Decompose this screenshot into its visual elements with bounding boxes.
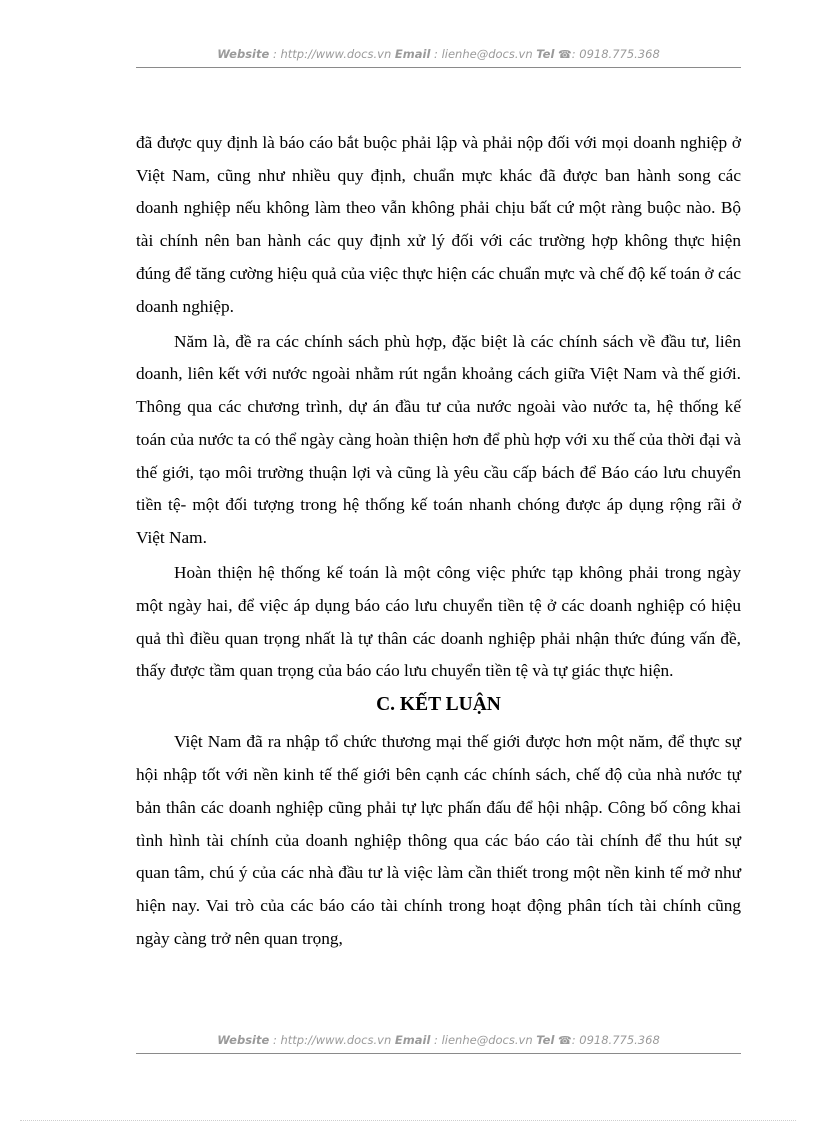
website-separator: : xyxy=(269,1033,281,1047)
page-footer xyxy=(136,1031,741,1054)
telephone-icon: ☎ xyxy=(558,48,572,61)
page-header xyxy=(136,45,741,68)
email-separator: : xyxy=(430,1033,442,1047)
paragraph: Hoàn thiện hệ thống kế toán là một công việc phức tạp không phải trong ngày một ngày hai, để việc áp dụng báo cáo lưu chuyển tiền tệ ở các doanh nghiệp có hiệu quả thì điều quan trọng nhất là tự thân các doanh nghiệp phải nhận thức đúng vấn đề, thấy được tầm quan trọng của báo cáo lưu chuyển tiền tệ và tự giác thực hiện. xyxy=(136,563,741,681)
website-separator: : xyxy=(269,47,281,61)
website-url[interactable]: http://www.docs.vn xyxy=(280,47,392,61)
email-separator: : xyxy=(430,47,442,61)
email-address[interactable]: lienhe@docs.vn xyxy=(441,1033,533,1047)
paragraph: Năm là, đề ra các chính sách phù hợp, đặc biệt là các chính sách về đầu tư, liên doanh, liên kết với nước ngoài nhằm rút ngắn khoảng cách giữa Việt Nam và thế giới. Thông qua các chương trình, dự án đầu tư của nước ngoài vào nước ta, hệ thống kế toán của nước ta có thể ngày càng hoàn thiện hơn để phù hợp với xu thế của thời đại và thế giới, tạo môi trường thuận lợi và cũng là yêu cầu cấp bách để Báo cáo lưu chuyển tiền tệ- một đối tượng trong hệ thống kế toán nhanh chóng được áp dụng rộng rãi ở Việt Nam. xyxy=(136,331,741,547)
page-edge-divider xyxy=(20,1120,796,1121)
website-label: Website xyxy=(217,47,270,61)
paragraph: Việt Nam đã ra nhập tổ chức thương mại thế giới được hơn một năm, để thực sự hội nhập tốt với nền kinh tế thế giới bên cạnh các chính sách, chế độ của nhà nước tự bản thân các doanh nghiệp cũng phải tự lực phấn đấu để hội nhập. Công bố công khai tình hình tài chính của doanh nghiệp thông qua các báo cáo tài chính để thu hút sự quan tâm, chú ý của các nhà đầu tư là việc làm cần thiết trong một nền kinh tế mở như hiện nay. Vai trò của các báo cáo tài chính trong hoạt động phân tích tài chính cũng ngày càng trở nên quan trọng, xyxy=(136,732,741,948)
paragraph: đã được quy định là báo cáo bắt buộc phải lập và phải nộp đối với mọi doanh nghiệp ở Việt Nam, cũng như nhiều quy định, chuẩn mực khác đã được ban hành song các doanh nghiệp nếu không làm theo vẫn không phải chịu bất cứ một ràng buộc nào. Bộ tài chính nên ban hành các quy định xử lý đối với các trường hợp không thực hiện đúng để tăng cường hiệu quả của việc thực hiện các chuẩn mực và chế độ kế toán ở các doanh nghiệp. xyxy=(136,133,741,316)
section-heading: C. KẾT LUẬN xyxy=(376,694,501,716)
telephone-icon: ☎ xyxy=(558,1034,572,1047)
email-label: Email xyxy=(394,47,431,61)
tel-number: : 0918.775.368 xyxy=(571,1033,660,1047)
document-body xyxy=(136,127,741,958)
email-address[interactable]: lienhe@docs.vn xyxy=(441,47,533,61)
website-label: Website xyxy=(217,1033,270,1047)
tel-label: Tel xyxy=(536,1033,555,1047)
email-label: Email xyxy=(394,1033,431,1047)
tel-label: Tel xyxy=(536,47,555,61)
tel-number: : 0918.775.368 xyxy=(571,47,660,61)
website-url[interactable]: http://www.docs.vn xyxy=(280,1033,392,1047)
